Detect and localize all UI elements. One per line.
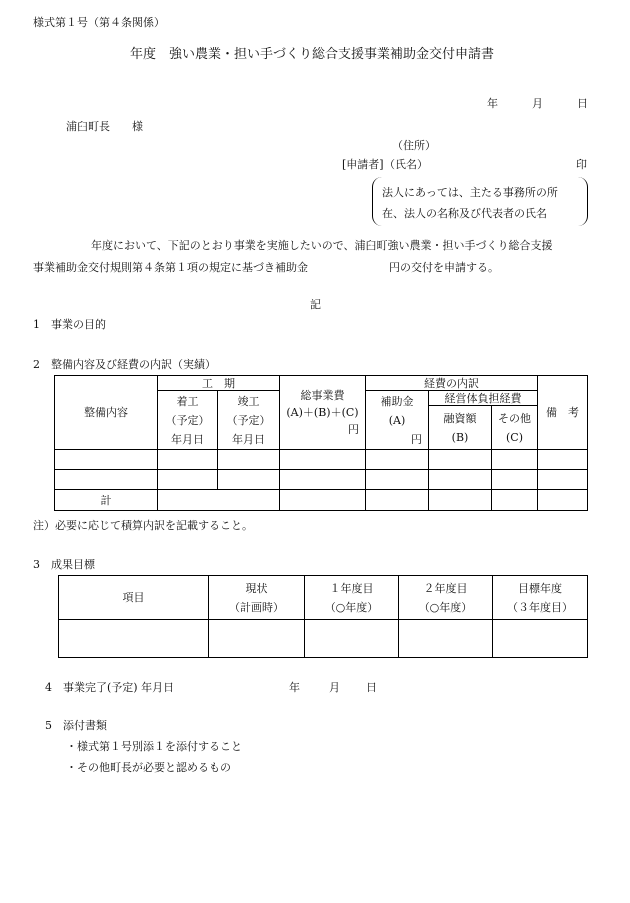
section-1-heading: 1 事業の目的	[33, 318, 106, 331]
name-label: （氏名）	[384, 158, 428, 171]
expense-row	[55, 470, 588, 490]
section-4-heading: 4 事業完了(予定) 年月日	[45, 681, 175, 694]
header-start-line3: 年月日	[171, 432, 204, 446]
header-item: 項目	[59, 576, 209, 620]
cell[interactable]	[366, 470, 429, 490]
form-number: 様式第１号（第４条関係）	[33, 16, 165, 29]
header-end-line2: （予定）	[226, 413, 271, 427]
completion-month-label: 月	[329, 681, 340, 694]
header-current-line1: 現状	[245, 581, 268, 595]
cell[interactable]	[429, 450, 492, 470]
header-other-line1: その他	[498, 411, 532, 425]
seal-mark: 印	[576, 158, 587, 171]
header-subsidy	[366, 391, 429, 450]
cell[interactable]	[492, 470, 538, 490]
cell[interactable]	[55, 470, 158, 490]
cell[interactable]	[429, 490, 492, 511]
header-costs: 経費の内訳	[366, 376, 538, 391]
section-2-heading: 2 整備内容及び経費の内訳（実績）	[33, 358, 216, 371]
header-total-line2: (A)＋(B)＋(C)	[286, 406, 359, 419]
cell[interactable]	[209, 620, 305, 658]
header-year1-line1: １年度目	[329, 581, 374, 595]
cell[interactable]	[280, 490, 366, 511]
cell[interactable]	[59, 620, 209, 658]
header-burden: 経営体負担経費	[429, 391, 538, 406]
header-loan-line1: 融資額	[443, 411, 477, 425]
cell[interactable]	[280, 450, 366, 470]
body-line-2b: 円の交付を申請する。	[389, 261, 499, 274]
header-total	[280, 376, 366, 450]
applicant-tag: [申請者]	[342, 158, 384, 171]
cell[interactable]	[538, 490, 588, 511]
expense-note: 注）必要に応じて積算内訳を記載すること。	[33, 519, 253, 532]
corporate-note-bracket	[372, 177, 588, 226]
target-row	[59, 620, 588, 658]
header-end	[218, 391, 280, 450]
header-remarks: 備 考	[538, 376, 588, 450]
expense-row	[55, 450, 588, 470]
header-year1-line2: （○年度）	[324, 600, 379, 614]
section-5-heading: 5 添付書類	[45, 719, 107, 732]
header-year1	[305, 576, 399, 620]
addressee: 浦臼町長 様	[66, 120, 143, 133]
cell[interactable]	[429, 470, 492, 490]
header-target	[493, 576, 588, 620]
completion-year-label: 年	[289, 681, 300, 694]
total-row-label: 計	[55, 490, 158, 511]
cell[interactable]	[218, 450, 280, 470]
header-target-line2: （３年度目）	[507, 600, 573, 614]
cell[interactable]	[158, 470, 218, 490]
header-other	[492, 406, 538, 450]
corporate-note-line2: 在、法人の名称及び代表者の氏名	[382, 207, 547, 220]
attachment-item-1: ・様式第１号別添１を添付すること	[66, 740, 242, 753]
header-start	[158, 391, 218, 450]
date-year-label: 年	[487, 97, 498, 110]
header-end-line3: 年月日	[232, 432, 265, 446]
page-title: 年度 強い農業・担い手づくり総合支援事業補助金交付申請書	[130, 47, 495, 62]
cell[interactable]	[55, 450, 158, 470]
header-current	[209, 576, 305, 620]
cell[interactable]	[305, 620, 399, 658]
total-row	[55, 490, 588, 511]
cell[interactable]	[492, 490, 538, 511]
header-loan	[429, 406, 492, 450]
cell[interactable]	[218, 470, 280, 490]
cell[interactable]	[158, 490, 280, 511]
ki-label: 記	[310, 298, 321, 311]
date-day-label: 日	[577, 97, 588, 110]
header-subsidy-line2: (A)	[388, 413, 406, 427]
body-line-1: 年度において、下記のとおり事業を実施したいので、浦臼町強い農業・担い手づくり総合支援	[91, 239, 553, 252]
cell[interactable]	[538, 450, 588, 470]
header-start-line2: （予定）	[165, 413, 210, 427]
header-period: 工 期	[158, 376, 280, 391]
header-subsidy-line1: 補助金	[380, 394, 414, 408]
address-label: （住所）	[392, 139, 436, 152]
cell[interactable]	[366, 490, 429, 511]
cell[interactable]	[538, 470, 588, 490]
cell[interactable]	[158, 450, 218, 470]
header-subsidy-unit: 円	[411, 432, 422, 446]
header-year2-line2: （○年度）	[418, 600, 473, 614]
header-current-line2: （計画時）	[229, 600, 284, 614]
header-total-unit: 円	[348, 423, 359, 436]
target-table	[58, 575, 588, 658]
section-3-heading: 3 成果目標	[33, 558, 95, 571]
cell[interactable]	[493, 620, 588, 658]
body-line-2a: 事業補助金交付規則第４条第１項の規定に基づき補助金	[33, 261, 308, 274]
header-year2-line1: ２年度目	[423, 581, 468, 595]
corporate-note-line1: 法人にあっては、主たる事務所の所	[382, 186, 558, 199]
header-start-line1: 着工	[176, 394, 199, 408]
header-year2	[399, 576, 493, 620]
attachment-item-2: ・その他町長が必要と認めるもの	[66, 761, 231, 774]
header-end-line1: 竣工	[237, 394, 260, 408]
cell[interactable]	[280, 470, 366, 490]
cell[interactable]	[399, 620, 493, 658]
header-total-line1: 総事業費	[300, 389, 345, 402]
header-loan-line2: (B)	[451, 430, 469, 444]
date-month-label: 月	[532, 97, 543, 110]
header-content: 整備内容	[55, 376, 158, 450]
header-target-line1: 目標年度	[518, 581, 562, 595]
cell[interactable]	[492, 450, 538, 470]
cell[interactable]	[366, 450, 429, 470]
expense-table	[54, 375, 588, 511]
header-other-line2: (C)	[506, 430, 524, 444]
completion-day-label: 日	[366, 681, 377, 694]
